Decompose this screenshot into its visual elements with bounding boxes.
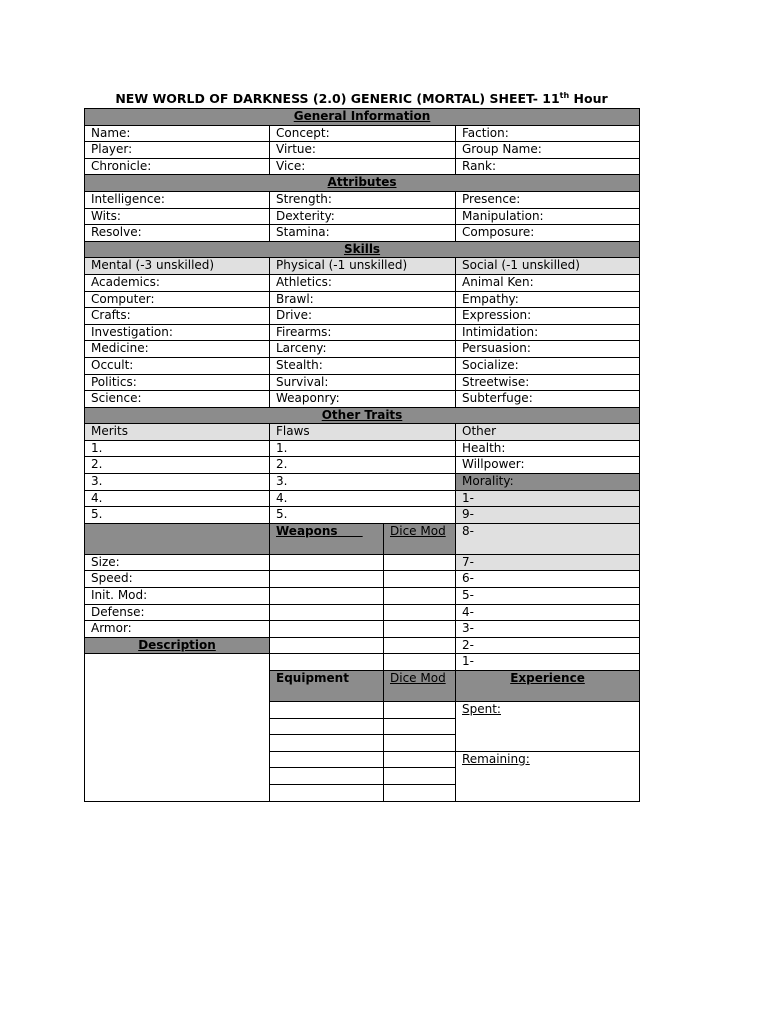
manipulation-field[interactable]: Manipulation: bbox=[456, 208, 640, 225]
willpower-field[interactable]: Willpower: bbox=[456, 457, 640, 474]
equipment-dice-mod-label: Dice Mod bbox=[384, 671, 456, 702]
general-info-header: General Information bbox=[85, 109, 640, 126]
equipment-slot[interactable] bbox=[270, 735, 384, 752]
social-skills-label: Social (-1 unskilled) bbox=[456, 258, 640, 275]
weapon-slot[interactable] bbox=[270, 604, 384, 621]
weapon-dice-slot[interactable] bbox=[384, 654, 456, 671]
skill-field[interactable]: Empathy: bbox=[456, 291, 640, 308]
morality-level[interactable]: 2- bbox=[456, 637, 640, 654]
weapon-slot[interactable] bbox=[270, 637, 384, 654]
skill-field[interactable]: Brawl: bbox=[270, 291, 456, 308]
weapon-slot[interactable] bbox=[270, 571, 384, 588]
skill-field[interactable]: Firearms: bbox=[270, 324, 456, 341]
weapon-dice-slot[interactable] bbox=[384, 604, 456, 621]
equipment-dice-slot[interactable] bbox=[384, 784, 456, 801]
equipment-dice-slot[interactable] bbox=[384, 718, 456, 735]
skill-field[interactable]: Politics: bbox=[85, 374, 270, 391]
player-field[interactable]: Player: bbox=[85, 142, 270, 159]
weapon-slot[interactable] bbox=[270, 588, 384, 605]
experience-spent-field[interactable]: Spent: bbox=[456, 702, 640, 752]
flaw-slot[interactable]: 5. bbox=[270, 507, 456, 524]
skill-field[interactable]: Computer: bbox=[85, 291, 270, 308]
equipment-dice-slot[interactable] bbox=[384, 768, 456, 785]
flaw-slot[interactable]: 1. bbox=[270, 440, 456, 457]
concept-field[interactable]: Concept: bbox=[270, 125, 456, 142]
mental-skills-label: Mental (-3 unskilled) bbox=[85, 258, 270, 275]
skill-field[interactable]: Occult: bbox=[85, 357, 270, 374]
vice-field[interactable]: Vice: bbox=[270, 158, 456, 175]
flaw-slot[interactable]: 2. bbox=[270, 457, 456, 474]
equipment-slot[interactable] bbox=[270, 718, 384, 735]
equipment-slot[interactable] bbox=[270, 702, 384, 719]
weapons-label: Weapons bbox=[270, 523, 384, 554]
skill-field[interactable]: Persuasion: bbox=[456, 341, 640, 358]
virtue-field[interactable]: Virtue: bbox=[270, 142, 456, 159]
stamina-field[interactable]: Stamina: bbox=[270, 225, 456, 242]
morality-label: Morality: bbox=[456, 474, 640, 491]
weapon-dice-slot[interactable] bbox=[384, 637, 456, 654]
skill-field[interactable]: Larceny: bbox=[270, 341, 456, 358]
morality-level[interactable]: 1- bbox=[456, 490, 640, 507]
speed-field[interactable]: Speed: bbox=[85, 571, 270, 588]
merit-slot[interactable]: 5. bbox=[85, 507, 270, 524]
morality-level[interactable]: 8- bbox=[456, 523, 640, 554]
defense-field[interactable]: Defense: bbox=[85, 604, 270, 621]
skills-header: Skills bbox=[85, 241, 640, 258]
name-field[interactable]: Name: bbox=[85, 125, 270, 142]
attributes-header: Attributes bbox=[85, 175, 640, 192]
skill-field[interactable]: Crafts: bbox=[85, 308, 270, 325]
morality-level[interactable]: 7- bbox=[456, 554, 640, 571]
skill-field[interactable]: Drive: bbox=[270, 308, 456, 325]
weapon-dice-slot[interactable] bbox=[384, 588, 456, 605]
flaw-slot[interactable]: 4. bbox=[270, 490, 456, 507]
health-field[interactable]: Health: bbox=[456, 440, 640, 457]
equipment-dice-slot[interactable] bbox=[384, 702, 456, 719]
presence-field[interactable]: Presence: bbox=[456, 191, 640, 208]
equipment-slot[interactable] bbox=[270, 751, 384, 768]
other-traits-header: Other Traits bbox=[85, 407, 640, 424]
morality-level[interactable]: 5- bbox=[456, 588, 640, 605]
equipment-slot[interactable] bbox=[270, 768, 384, 785]
character-sheet-table bbox=[84, 108, 640, 802]
rank-field[interactable]: Rank: bbox=[456, 158, 640, 175]
merits-label: Merits bbox=[85, 424, 270, 441]
skill-field[interactable]: Animal Ken: bbox=[456, 274, 640, 291]
weapon-slot[interactable] bbox=[270, 654, 384, 671]
skill-field[interactable]: Intimidation: bbox=[456, 324, 640, 341]
combat-header-cell bbox=[85, 523, 270, 554]
flaws-label: Flaws bbox=[270, 424, 456, 441]
weapon-slot[interactable] bbox=[270, 621, 384, 638]
flaw-slot[interactable]: 3. bbox=[270, 474, 456, 491]
description-header: Description bbox=[85, 637, 270, 654]
intelligence-field[interactable]: Intelligence: bbox=[85, 191, 270, 208]
merit-slot[interactable]: 4. bbox=[85, 490, 270, 507]
experience-remaining-field[interactable]: Remaining: bbox=[456, 751, 640, 801]
morality-level[interactable]: 1- bbox=[456, 654, 640, 671]
weapon-dice-slot[interactable] bbox=[384, 621, 456, 638]
init-mod-field[interactable]: Init. Mod: bbox=[85, 588, 270, 605]
strength-field[interactable]: Strength: bbox=[270, 191, 456, 208]
experience-header: Experience bbox=[456, 671, 640, 702]
morality-level[interactable]: 6- bbox=[456, 571, 640, 588]
morality-level[interactable]: 4- bbox=[456, 604, 640, 621]
skill-field[interactable]: Athletics: bbox=[270, 274, 456, 291]
morality-level[interactable]: 3- bbox=[456, 621, 640, 638]
skill-field[interactable]: Streetwise: bbox=[456, 374, 640, 391]
merit-slot[interactable]: 3. bbox=[85, 474, 270, 491]
skill-field[interactable]: Investigation: bbox=[85, 324, 270, 341]
equipment-dice-slot[interactable] bbox=[384, 735, 456, 752]
armor-field[interactable]: Armor: bbox=[85, 621, 270, 638]
skill-field[interactable]: Medicine: bbox=[85, 341, 270, 358]
faction-field[interactable]: Faction: bbox=[456, 125, 640, 142]
other-label: Other bbox=[456, 424, 640, 441]
equipment-dice-slot[interactable] bbox=[384, 751, 456, 768]
skill-field[interactable]: Science: bbox=[85, 391, 270, 408]
weapon-dice-slot[interactable] bbox=[384, 554, 456, 571]
composure-field[interactable]: Composure: bbox=[456, 225, 640, 242]
equipment-slot[interactable] bbox=[270, 784, 384, 801]
weapon-slot[interactable] bbox=[270, 554, 384, 571]
resolve-field[interactable]: Resolve: bbox=[85, 225, 270, 242]
wits-field[interactable]: Wits: bbox=[85, 208, 270, 225]
chronicle-field[interactable]: Chronicle: bbox=[85, 158, 270, 175]
skill-field[interactable]: Academics: bbox=[85, 274, 270, 291]
size-field[interactable]: Size: bbox=[85, 554, 270, 571]
dexterity-field[interactable]: Dexterity: bbox=[270, 208, 456, 225]
morality-level[interactable]: 9- bbox=[456, 507, 640, 524]
skill-field[interactable]: Socialize: bbox=[456, 357, 640, 374]
weapon-dice-slot[interactable] bbox=[384, 571, 456, 588]
skill-field[interactable]: Expression: bbox=[456, 308, 640, 325]
skill-field[interactable]: Stealth: bbox=[270, 357, 456, 374]
description-area[interactable] bbox=[85, 654, 270, 801]
weapons-dice-mod-label: Dice Mod bbox=[384, 523, 456, 554]
skill-field[interactable]: Survival: bbox=[270, 374, 456, 391]
merit-slot[interactable]: 2. bbox=[85, 457, 270, 474]
physical-skills-label: Physical (-1 unskilled) bbox=[270, 258, 456, 275]
group-name-field[interactable]: Group Name: bbox=[456, 142, 640, 159]
sheet-title: NEW WORLD OF DARKNESS (2.0) GENERIC (MORTAL) SHEET- 11th Hour bbox=[115, 91, 608, 106]
skill-field[interactable]: Subterfuge: bbox=[456, 391, 640, 408]
merit-slot[interactable]: 1. bbox=[85, 440, 270, 457]
equipment-label: Equipment bbox=[270, 671, 384, 702]
skill-field[interactable]: Weaponry: bbox=[270, 391, 456, 408]
